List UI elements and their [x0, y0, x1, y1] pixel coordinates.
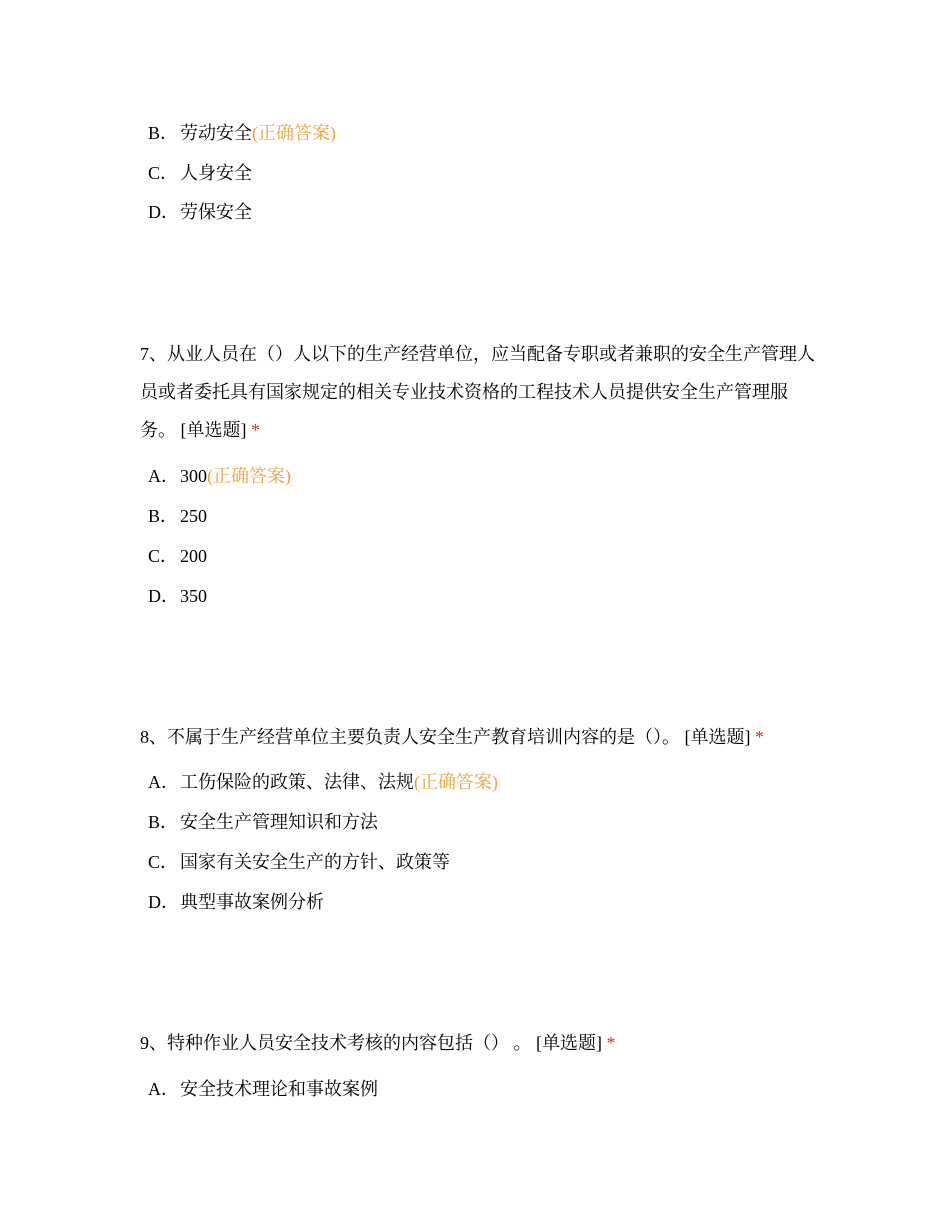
option-text: 典型事故案例分析 [180, 892, 324, 912]
option-letter: B． [148, 812, 179, 832]
q7-option-d[interactable] [148, 584, 207, 608]
question-type-label: [单选题] [536, 1033, 602, 1053]
required-star: * [606, 1033, 616, 1053]
q7-option-a[interactable] [148, 464, 291, 488]
q8-option-c[interactable] [148, 850, 450, 874]
q9-option-a[interactable] [148, 1077, 378, 1101]
question-7-title [140, 335, 820, 449]
question-text: 9、特种作业人员安全技术考核的内容包括（） 。 [140, 1033, 532, 1053]
question-text: 7、从业人员在（）人以下的生产经营单位，应当配备专职或者兼职的安全生产管理人员或者委托具有国家规定的相关专业技术资格的工程技术人员提供安全生产管理服务。 [140, 344, 815, 440]
option-text: 300 [180, 466, 207, 486]
correct-answer-tag: (正确答案) [414, 772, 498, 792]
option-letter: A． [148, 1079, 179, 1099]
option-text: 工伤保险的政策、法律、法规 [180, 772, 414, 792]
option-text: 安全生产管理知识和方法 [180, 812, 378, 832]
option-letter: A． [148, 772, 179, 792]
question-text: 8、不属于生产经营单位主要负责人安全生产教育培训内容的是（）。 [140, 727, 680, 747]
option-letter: A． [148, 466, 179, 486]
option-text: 350 [180, 586, 207, 606]
correct-answer-tag: (正确答案) [252, 123, 336, 143]
option-letter: C． [148, 852, 179, 872]
question-8-title [140, 718, 820, 756]
option-text: 人身安全 [180, 163, 252, 183]
q8-option-a[interactable] [148, 770, 498, 794]
required-star: * [251, 420, 260, 440]
option-letter: B． [148, 506, 179, 526]
q7-option-b[interactable] [148, 504, 207, 528]
option-text: 250 [180, 506, 207, 526]
option-text: 劳动安全 [180, 123, 252, 143]
question-type-label: [单选题] [684, 727, 751, 747]
q8-option-d[interactable] [148, 890, 324, 914]
option-text: 安全技术理论和事故案例 [180, 1079, 378, 1099]
option-letter: B． [148, 123, 179, 143]
q6-option-c[interactable] [148, 161, 252, 185]
option-letter: C． [148, 163, 179, 183]
question-9-title [140, 1024, 820, 1062]
correct-answer-tag: (正确答案) [207, 466, 291, 486]
option-text: 劳保安全 [180, 202, 252, 222]
option-letter: D． [148, 202, 179, 222]
question-type-label: [单选题] [180, 420, 247, 440]
required-star: * [755, 727, 764, 747]
option-text: 200 [180, 546, 207, 566]
option-letter: C． [148, 546, 179, 566]
q6-option-d[interactable] [148, 200, 252, 224]
option-text: 国家有关安全生产的方针、政策等 [180, 852, 450, 872]
option-letter: D． [148, 586, 179, 606]
option-letter: D． [148, 892, 179, 912]
q8-option-b[interactable] [148, 810, 378, 834]
q7-option-c[interactable] [148, 544, 207, 568]
q6-option-b[interactable] [148, 121, 336, 145]
